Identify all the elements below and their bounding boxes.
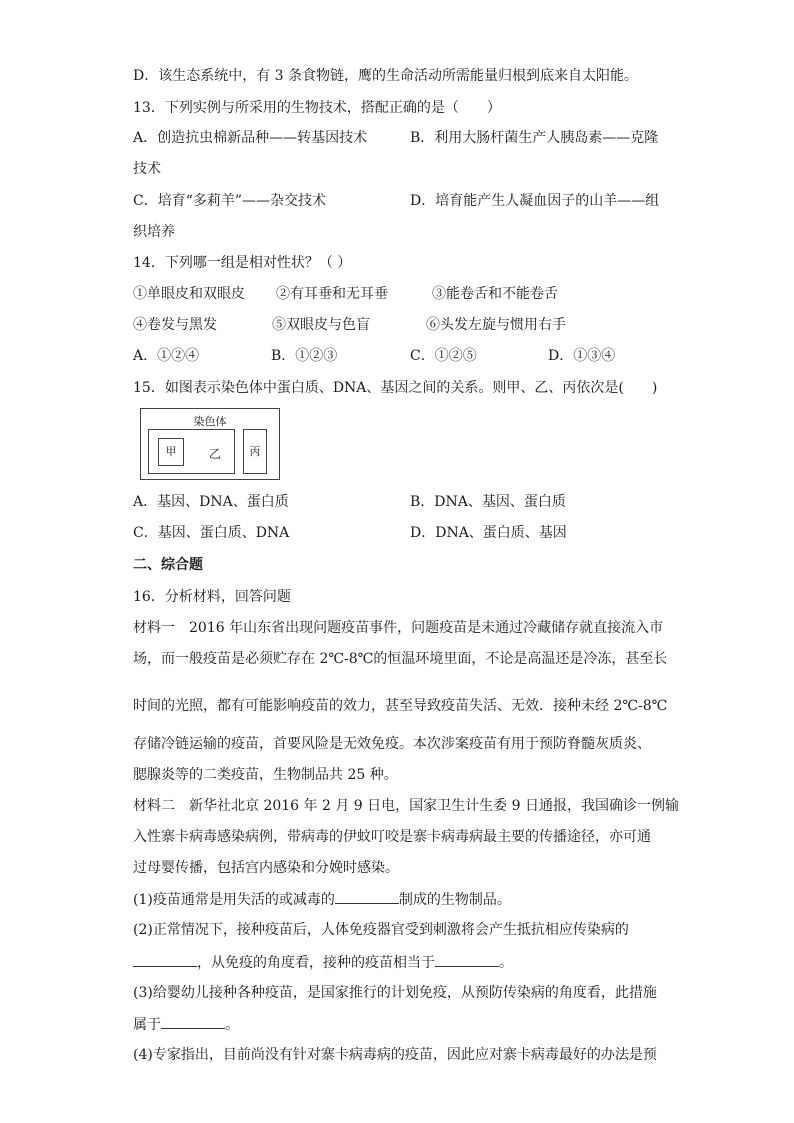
q16-part-1-end: 制成的生物制品。 (398, 892, 511, 908)
q14-option-b: B．①②③ (271, 348, 338, 364)
q16-part-2-end: 。 (499, 955, 513, 971)
q16-part-1 (133, 889, 511, 910)
q15-option-c: C．基因、蛋白质、DNA (133, 525, 290, 541)
q13-option-d: D．培育能产生人凝血因子的山羊——组 (410, 193, 660, 209)
q13-option-a: A．创造抗虫棉新品种——转基因技术 (133, 130, 368, 146)
q16-part-3-cont (133, 1014, 239, 1035)
q16-part-1-text: (1)疫苗通常是用失活的或减毒的 (133, 892, 335, 908)
material-1-line-5: 腮腺炎等的二类疫苗，生物制品共 25 种。 (133, 767, 398, 783)
q15-option-d: D．DNA、蛋白质、基因 (410, 525, 567, 541)
q13-option-b-cont: 技术 (133, 161, 161, 177)
q14-item-6: ⑥头发左旋与惯用右手 (426, 317, 566, 333)
q14-item-1: ①单眼皮和双眼皮 (133, 286, 245, 302)
diagram-box-jia: 甲 (158, 438, 184, 466)
diagram-box-yi (148, 429, 235, 474)
q16-part-3-text: 属于 (133, 1017, 161, 1033)
q16-part-2: (2)正常情况下，接种疫苗后，人体免疫器官受到刺激将会产生抵抗相应传染病的 (133, 922, 629, 938)
q14-item-4: ④卷发与黑发 (133, 317, 217, 333)
material-1-line-3: 时间的光照，都有可能影响疫苗的效力，甚至导致疫苗失活、无效．接种未经 2℃-8℃ (133, 698, 668, 714)
chromosome-diagram (140, 408, 280, 480)
material-1-line-4: 存储冷链运输的疫苗，首要风险是无效免疫。本次涉案疫苗有用于预防脊髓灰质炎、 (133, 736, 651, 752)
q12-option-d: D．该生态系统中，有 3 条食物链，鹰的生命活动所需能量归根到底来自太阳能。 (133, 68, 639, 84)
q16-part-3-end: 。 (225, 1017, 239, 1033)
q14-option-a: A．①②④ (133, 348, 200, 364)
material-2-line-2: 入性寨卡病毒感染病例，带病毒的伊蚊叮咬是寨卡病毒病最主要的传播途径，亦可通 (133, 829, 651, 845)
diagram-title: 染色体 (193, 415, 227, 428)
diagram-box-bing: 丙 (243, 429, 267, 474)
q14-item-2: ②有耳垂和无耳垂 (276, 286, 388, 302)
q16-part-4: (4)专家指出，目前尚没有针对寨卡病毒病的疫苗，因此应对寨卡病毒最好的办法是预 (133, 1047, 657, 1063)
answer-blank-3[interactable] (435, 952, 499, 967)
q16-part-2-cont (133, 952, 513, 973)
q16-stem: 16．分析材料，回答问题 (133, 589, 291, 605)
q13-option-c: C．培育“多莉羊”——杂交技术 (133, 193, 327, 209)
answer-blank-2[interactable] (133, 952, 197, 967)
material-2-line-1: 材料二 新华社北京 2016 年 2 月 9 日电，国家卫生计生委 9 日通报，我国确诊一例输 (133, 798, 679, 814)
q15-option-b: B．DNA、基因、蛋白质 (410, 494, 566, 510)
q16-part-2-text: ，从免疫的角度看，接种的疫苗相当于 (197, 955, 435, 971)
q15-option-a: A．基因、DNA、蛋白质 (133, 494, 289, 510)
q14-item-5: ⑤双眼皮与色盲 (272, 317, 370, 333)
q14-option-c: C．①②⑤ (410, 348, 477, 364)
q15-stem: 15．如图表示染色体中蛋白质、DNA、基因之间的关系。则甲、乙、丙依次是( ) (133, 380, 658, 396)
q14-option-d: D．①③④ (548, 348, 616, 364)
q13-option-b: B．利用大肠杆菌生产人胰岛素——克隆 (410, 130, 659, 146)
q13-option-d-cont: 织培养 (133, 224, 175, 240)
material-1-line-2: 场，而一般疫苗是必须贮存在 2℃-8℃的恒温环境里面，不论是高温还是冷冻，甚至长 (133, 651, 668, 667)
q16-part-3: (3)给婴幼儿接种各种疫苗，是国家推行的计划免疫，从预防传染病的角度看，此措施 (133, 985, 657, 1001)
q14-item-3: ③能卷舌和不能卷舌 (432, 286, 558, 302)
diagram-label-yi: 乙 (209, 447, 222, 461)
answer-blank-1[interactable] (335, 889, 399, 904)
section-title: 二、综合题 (133, 557, 203, 573)
material-2-line-3: 过母婴传播，包括宫内感染和分娩时感染。 (133, 860, 399, 876)
q14-stem: 14．下列哪一组是相对性状？（ ） (133, 255, 352, 271)
q13-stem: 13．下列实例与所采用的生物技术，搭配正确的是（ ） (133, 100, 501, 116)
answer-blank-4[interactable] (161, 1014, 225, 1029)
material-1-line-1: 材料一 2016 年山东省出现问题疫苗事件，问题疫苗是未通过冷藏储存就直接流入市 (133, 620, 664, 636)
